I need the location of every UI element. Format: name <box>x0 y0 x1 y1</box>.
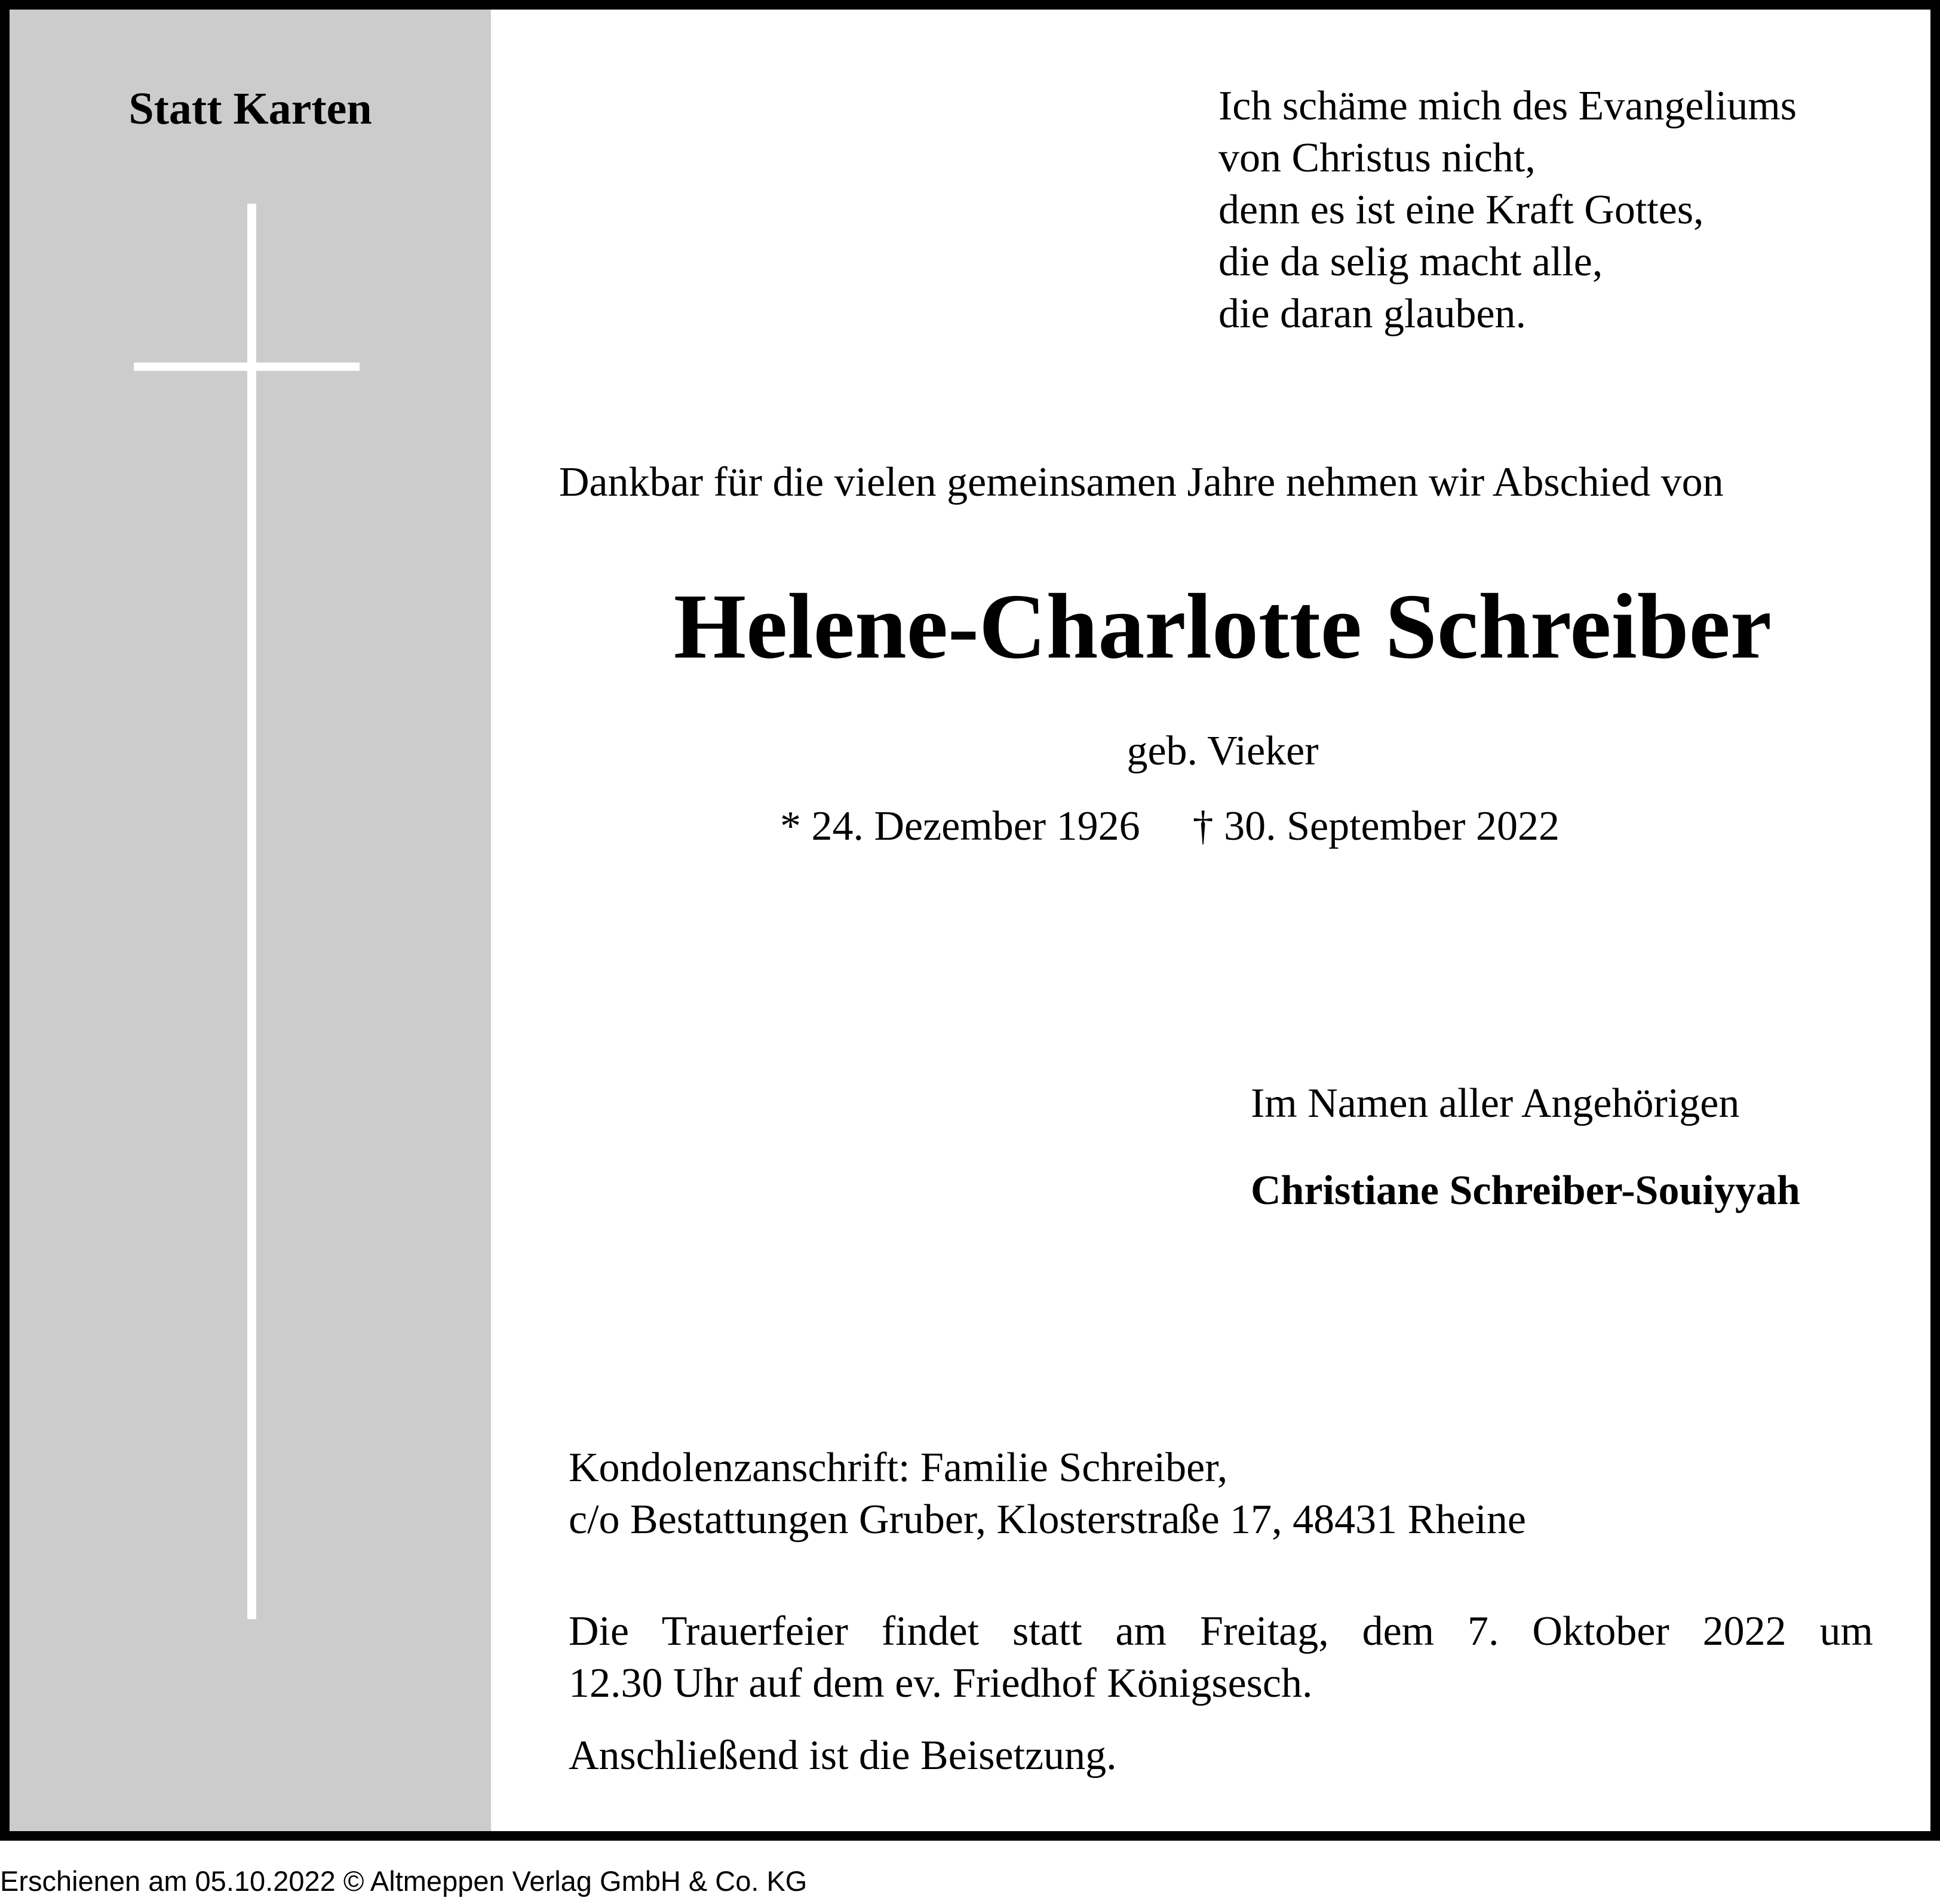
farewell-intro: Dankbar für die vielen gemeinsamen Jahre nehmen wir Abschied von <box>559 459 1724 505</box>
verse-line: denn es ist eine Kraft Gottes, <box>1218 187 1704 233</box>
verse-line: von Christus nicht, <box>1218 135 1536 181</box>
verse-line: Ich schäme mich des Evangeliums <box>1218 83 1797 129</box>
burial-note: Anschließend ist die Beisetzung. <box>569 1733 1117 1779</box>
side-heading: Statt Karten <box>128 84 372 134</box>
condolence-line: Kondolenzanschrift: Familie Schreiber, <box>569 1445 1228 1491</box>
mourners-name: Christiane Schreiber-Souiyyah <box>1251 1168 1800 1214</box>
ceremony-line: Die Trauerfeier findet statt am Freitag, dem 7. Oktober 2022 um <box>569 1608 1873 1654</box>
maiden-name: geb. Vieker <box>1126 728 1319 774</box>
publication-credit: Erschienen am 05.10.2022 © Altmeppen Verlag GmbH & Co. KG <box>0 1865 808 1897</box>
verse-line: die da selig macht alle, <box>1218 239 1603 285</box>
birth-date: * 24. Dezember 1926 <box>780 803 1140 849</box>
cross-icon-crossbar <box>134 363 360 371</box>
side-panel <box>10 10 491 1831</box>
ceremony-line: 12.30 Uhr auf dem ev. Friedhof Königsesch. <box>569 1660 1313 1706</box>
bible-verse <box>1218 80 1797 340</box>
funeral-ceremony-info <box>569 1605 1873 1709</box>
cross-icon <box>247 204 256 1619</box>
death-date: † 30. September 2022 <box>1192 803 1560 849</box>
life-dates <box>780 799 1560 854</box>
deceased-name: Helene-Charlotte Schreiber <box>673 575 1772 678</box>
condolence-line: c/o Bestattungen Gruber, Klosterstraße 17, 48431 Rheine <box>569 1497 1526 1543</box>
mourners-intro: Im Namen aller Angehörigen <box>1251 1080 1740 1126</box>
verse-line: die daran glauben. <box>1218 291 1527 337</box>
condolence-address <box>569 1442 1526 1546</box>
